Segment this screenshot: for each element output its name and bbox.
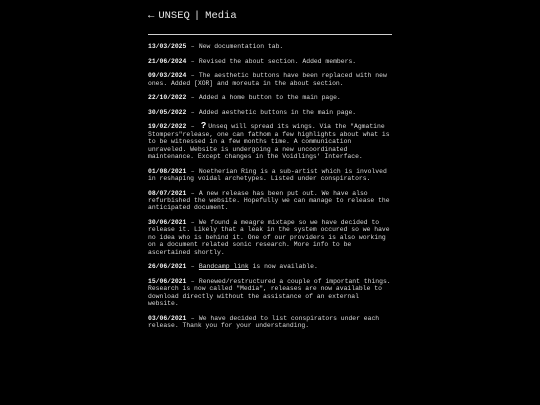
entry-text: Revised the about section. Added members.: [198, 57, 357, 65]
log-entry: 15/06/2021 – Renewed/restructured a couple of important things. Research is now called "Media", releases are now available to download directly without the assistance of an external website.: [148, 277, 391, 308]
log-entry: 22/10/2022 – Added a home button to the main page.: [148, 94, 341, 102]
header-divider: [148, 34, 392, 35]
page-container: [148, 8, 392, 337]
entry-text: Renewed/restructured a couple of important things. Research is now called "Media", releases are now available to download directly without the assistance of an external website.: [148, 277, 391, 308]
entry-date: 03/06/2021: [148, 314, 187, 322]
entry-date: 22/10/2022: [148, 94, 187, 102]
entry-date: 09/03/2024: [148, 72, 187, 80]
site-name: UNSEQ: [158, 10, 190, 22]
entry-text: The aesthetic buttons have been replaced with new ones. Added [XOR] and moreuta in the about section.: [148, 72, 387, 87]
log-entry: 26/06/2021 – Bandcamp link is now available.: [148, 263, 318, 271]
entry-date: 30/06/2021: [148, 219, 187, 226]
log-entry: 30/05/2022 – Added aesthetic buttons in the main page.: [148, 108, 357, 116]
page-header: [148, 9, 392, 23]
entry-text: New documentation tab.: [198, 43, 284, 50]
bandcamp-link[interactable]: Bandcamp link: [198, 263, 249, 271]
page-title: Media: [205, 10, 237, 22]
entry-date: 30/05/2022: [148, 108, 187, 116]
update-log: [148, 43, 392, 330]
entry-text: Noetherian Ring is a sub-artist which is involved in reshaping voidal archetypes. Listed under conspirators.: [148, 167, 387, 182]
entry-date: 08/07/2021: [148, 189, 187, 197]
log-entry: 03/06/2021 – We have decided to list conspirators under each release. Thank you for your understanding.: [148, 314, 380, 330]
log-entry: 08/07/2021 – A new release has been put out. We have also refurbished the website. Hopefully we can manage to release the anticipated document.: [148, 189, 390, 212]
entry-date: 01/08/2021: [148, 167, 187, 175]
entry-date: 13/03/2025: [148, 43, 187, 50]
question-mark-icon: ?: [200, 121, 207, 132]
entry-text: is now available.: [252, 263, 318, 271]
entry-date: 21/06/2024: [148, 57, 187, 65]
title-separator: |: [193, 10, 201, 22]
entry-text: Added aesthetic buttons in the main page.: [198, 108, 357, 116]
log-entry: 21/06/2024 – Revised the about section. Added members.: [148, 57, 357, 65]
log-entry: 13/03/2025 – New documentation tab.: [148, 43, 284, 50]
log-entry: 19/02/2022 – ? Unseq will spread its wings. Via the "Agmatine Stompers"release, one can fathom a few highlights about what is to be witnessed in a few months time. A communication unraveled. Website is undergoing a new uncoordinated maintenance. Except changes in the Voidlings' Interface.: [148, 121, 390, 160]
log-entry: 09/03/2024 – The aesthetic buttons have been replaced with new ones. Added [XOR] and moreuta in the about section.: [148, 72, 387, 87]
entry-text: We have decided to list conspirators under each release. Thank you for your understanding.: [148, 314, 380, 330]
entry-text: Unseq will spread its wings. Via the "Agmatine Stompers"release, one can fathom a few highlights about what is to be witnessed in a few months time. A communication unraveled. Website is undergoing a new uncoordinated maintenance. Except changes in the Voidlings' Interface.: [148, 123, 390, 160]
entry-date: 19/02/2022: [148, 123, 187, 131]
entry-text: Added a home button to the main page.: [198, 94, 341, 102]
log-entry: 30/06/2021 – We found a meagre mixtape so we have decided to release it. Likely that a leak in the system occured so we have no idea who is behind it. One of our providers is also working on a document related sonic research. More info to be ascertained shortly.: [148, 219, 390, 256]
entry-date: 26/06/2021: [148, 263, 187, 271]
entry-text: We found a meagre mixtape so we have decided to release it. Likely that a leak in the system occured so we have no idea who is behind it. One of our providers is also working on a document related sonic research. More info to be ascertained shortly.: [148, 219, 390, 256]
log-entry: 01/08/2021 – Noetherian Ring is a sub-artist which is involved in reshaping voidal archetypes. Listed under conspirators.: [148, 167, 387, 182]
back-arrow-link[interactable]: ←: [148, 10, 155, 22]
entry-date: 15/06/2021: [148, 277, 187, 285]
entry-text: A new release has been put out. We have also refurbished the website. Hopefully we can manage to release the anticipated document.: [148, 189, 390, 212]
